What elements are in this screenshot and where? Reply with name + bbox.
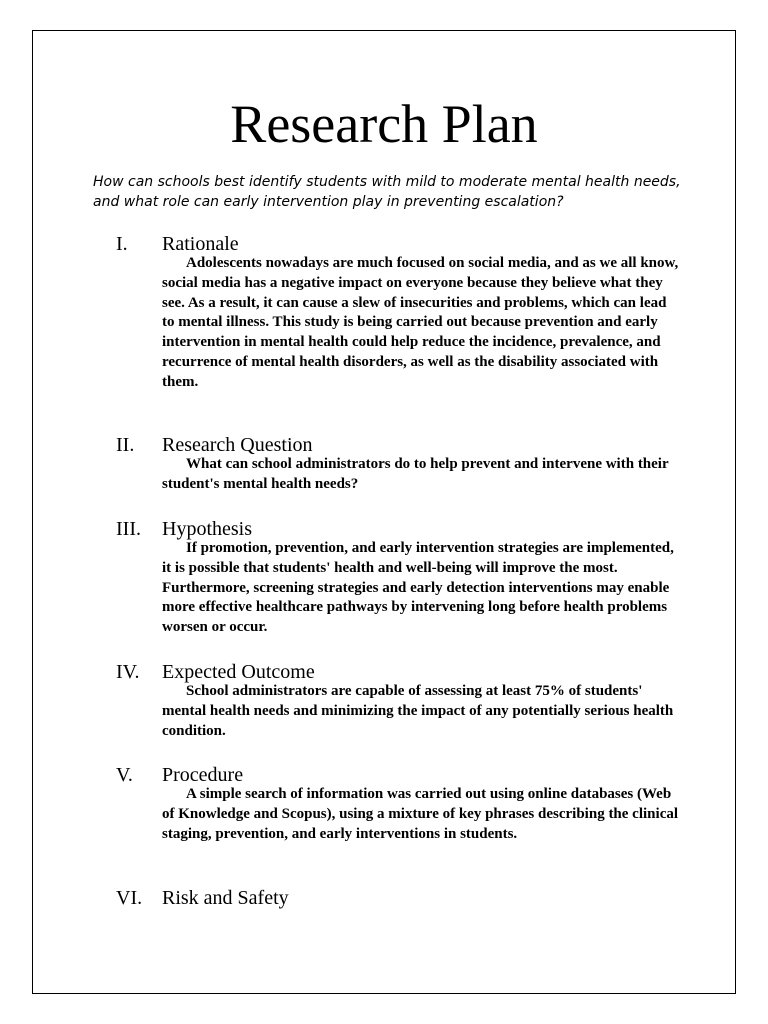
section-body: A simple search of information was carried out using online databases (Web of Knowledge and Scopus), using a mixture of key phrases describing the clinical staging, prevention, and early interventions in students. <box>162 786 679 842</box>
section-heading: Procedure <box>162 764 244 786</box>
document-title: Research Plan <box>230 94 538 154</box>
section-heading: Risk and Safety <box>162 887 289 909</box>
section-numeral: V. <box>116 764 133 786</box>
section-body: School administrators are capable of assessing at least 75% of students' mental health needs and minimizing the impact of any potentially serious health condition. <box>162 683 674 739</box>
research-question-statement: How can schools best identify students with mild to moderate mental health needs, and what role can early intervention play in preventing escalation? <box>93 174 681 210</box>
section-numeral: IV. <box>116 661 140 683</box>
section-numeral: II. <box>116 434 135 456</box>
section-heading: Rationale <box>162 233 239 255</box>
section-body: What can school administrators do to help prevent and intervene with their student's mental health needs? <box>162 456 669 492</box>
section-heading: Expected Outcome <box>162 661 315 683</box>
section-numeral: III. <box>116 518 141 540</box>
section-body: If promotion, prevention, and early intervention strategies are implemented, it is possible that students' health and well-being will improve the most. Furthermore, screening strategies and early detection interventions may enable more effective healthcare pathways by intervening long before health problems worsen or occur. <box>162 540 674 636</box>
section-numeral: VI. <box>116 887 143 909</box>
section-body: Adolescents nowadays are much focused on social media, and as we all know, social media has a negative impact on everyone because they believe what they see. As a result, it can cause a slew of insecurities and problems, which can lead to mental illness. This study is being carried out because prevention and early intervention in mental health could help reduce the incidence, prevalence, and recurrence of mental health disorders, as well as the disability associated with them. <box>162 255 679 390</box>
section-numeral: I. <box>116 233 128 255</box>
section-heading: Hypothesis <box>162 518 252 540</box>
section-heading: Research Question <box>162 434 313 456</box>
